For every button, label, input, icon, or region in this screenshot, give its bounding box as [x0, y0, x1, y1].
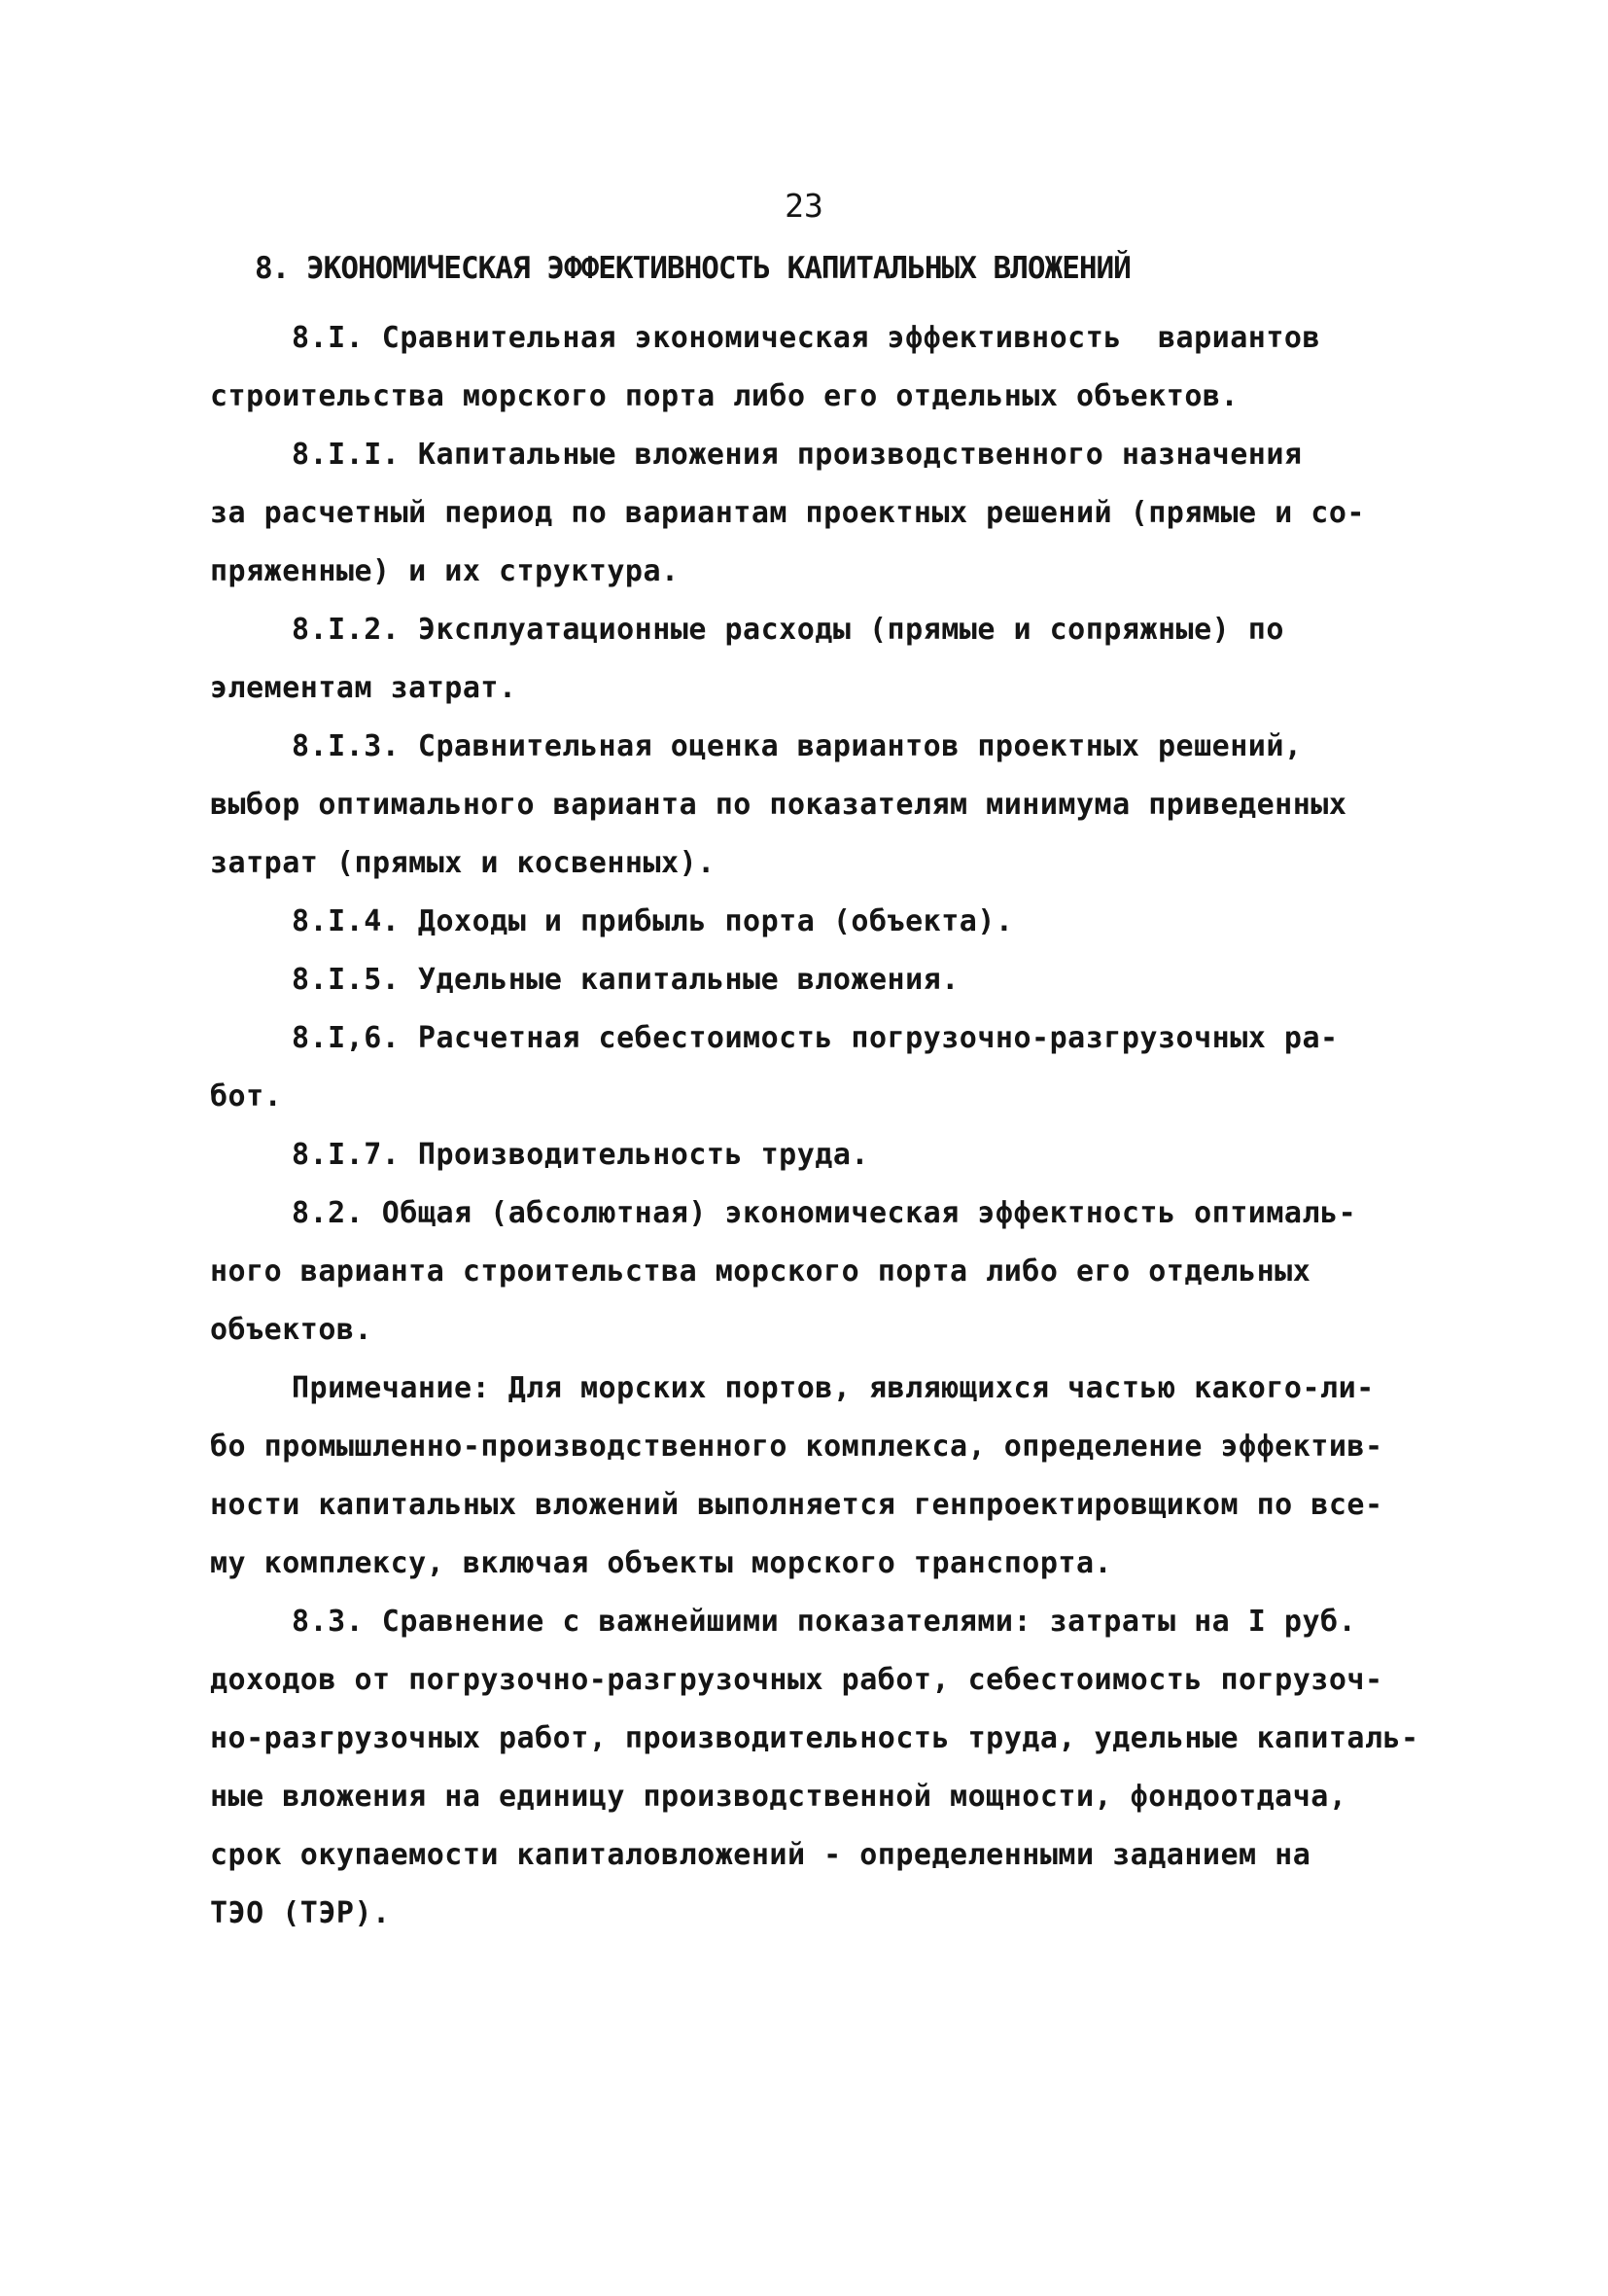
text-line: доходов от погрузочно-разгрузочных работ, себестоимость погрузоч-: [210, 1663, 1383, 1697]
text-line: ности капитальных вложений выполняется генпроектировщиком по все-: [210, 1488, 1383, 1522]
text-line: элементам затрат.: [210, 671, 517, 705]
text-line: пряженные) и их структура.: [210, 554, 680, 588]
paragraph: [210, 718, 1406, 893]
text-line: но-разгрузочных работ, производительность труда, удельные капиталь-: [210, 1721, 1419, 1755]
paragraph: [210, 1184, 1406, 1360]
paragraph: [210, 1593, 1419, 1943]
paragraph: [210, 893, 1406, 951]
paragraph: [210, 426, 1406, 601]
text-line: 8.I. Сравнительная экономическая эффективность вариантов: [292, 321, 1321, 355]
text-line: 8.I.2. Эксплуатационные расходы (прямые и сопряжные) по: [292, 613, 1284, 647]
paragraph: [210, 1009, 1406, 1126]
text-line: выбор оптимального варианта по показателям минимума приведенных: [210, 788, 1347, 822]
text-line: ТЭО (ТЭР).: [210, 1896, 391, 1930]
paragraph: [210, 1360, 1406, 1593]
paragraph: [210, 309, 1406, 426]
text-line: строительства морского порта либо его отдельных объектов.: [210, 379, 1240, 413]
text-line: срок окупаемости капиталовложений - определенными заданием на: [210, 1838, 1311, 1872]
paragraph: [210, 1126, 1406, 1184]
page-number: 23: [785, 187, 823, 225]
text-line: 8.I.7. Производительность труда.: [292, 1138, 869, 1172]
text-line: объектов.: [210, 1313, 373, 1347]
paragraph: [210, 951, 1406, 1009]
text-line: 8.I.3. Сравнительная оценка вариантов проектных решений,: [292, 729, 1303, 763]
text-line: бот.: [210, 1079, 283, 1113]
text-line: Примечание: Для морских портов, являющихся частью какого-ли-: [292, 1371, 1375, 1405]
body-text: [210, 309, 1419, 1943]
text-line: бо промышленно-производственного комплекса, определение эффектив-: [210, 1430, 1383, 1464]
text-line: 8.2. Общая (абсолютная) экономическая эффектность оптималь-: [292, 1196, 1357, 1230]
section-heading: 8. ЭКОНОМИЧЕСКАЯ ЭФФЕКТИВНОСТЬ КАПИТАЛЬНЫХ ВЛОЖЕНИЙ: [255, 251, 1131, 286]
text-line: за расчетный период по вариантам проектных решений (прямые и со-: [210, 496, 1365, 530]
text-line: ные вложения на единицу производственной мощности, фондоотдача,: [210, 1780, 1347, 1814]
text-line: ного варианта строительства морского порта либо его отдельных: [210, 1254, 1311, 1289]
text-line: 8.I.4. Доходы и прибыль порта (объекта).: [292, 904, 1014, 938]
text-line: 8.I.I. Капитальные вложения производственного назначения: [292, 438, 1303, 472]
text-line: 8.3. Сравнение с важнейшими показателями: затраты на I руб.: [292, 1605, 1357, 1639]
text-line: му комплексу, включая объекты морского транспорта.: [210, 1546, 1113, 1580]
text-line: 8.I.5. Удельные капитальные вложения.: [292, 963, 960, 997]
paragraph: [210, 601, 1406, 718]
text-line: затрат (прямых и косвенных).: [210, 846, 716, 880]
text-line: 8.I,6. Расчетная себестоимость погрузочно-разгрузочных ра-: [292, 1021, 1339, 1055]
